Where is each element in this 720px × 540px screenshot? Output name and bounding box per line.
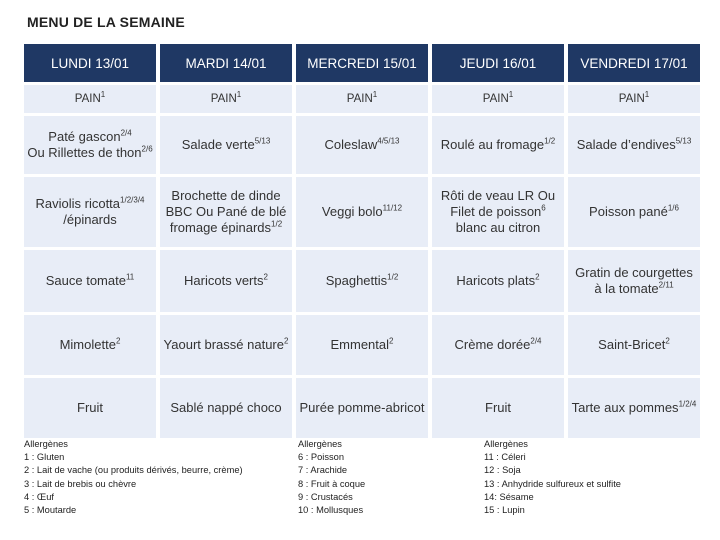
allergen-item: 5 : Moutarde bbox=[24, 505, 77, 516]
menu-cell: Rôti de veau LR Ou Filet de poisson$^6$ blanc au citron bbox=[432, 177, 564, 247]
allergen-item: 10 : Mollusques bbox=[298, 505, 364, 516]
allergen-item: 8 : Fruit à coque bbox=[298, 478, 366, 489]
menu-cell: PAIN$^1$ bbox=[296, 85, 428, 113]
menu-row-starter bbox=[24, 116, 700, 174]
menu-cell: Fruit bbox=[432, 378, 564, 438]
day-header-tuesday: MARDI 14/01 bbox=[160, 44, 292, 82]
day-header-row bbox=[24, 44, 700, 82]
allergen-item: 3 : Lait de brebis ou chèvre bbox=[24, 478, 137, 489]
menu-row-dessert bbox=[24, 378, 700, 438]
allergen-item: 2 : Lait de vache (ou produits dérivés, beurre, crème) bbox=[24, 465, 243, 476]
menu-cell: Purée pomme-abricot bbox=[296, 378, 428, 438]
menu-cell: PAIN$^1$ bbox=[24, 85, 156, 113]
menu-cell: PAIN$^1$ bbox=[568, 85, 700, 113]
allergen-item: 6 : Poisson bbox=[298, 452, 344, 463]
menu-cell: Coleslaw$^{4/5/13}$ bbox=[296, 116, 428, 174]
allergen-legend-heading: Allergènes bbox=[484, 439, 528, 449]
day-header-monday: LUNDI 13/01 bbox=[24, 44, 156, 82]
menu-cell: Brochette de dinde BBC Ou Pané de blé fromage épinards$^{1/2}$ bbox=[160, 177, 292, 247]
menu-cell: Sablé nappé choco bbox=[160, 378, 292, 438]
menu-cell: Paté gascon$^{2/4}$ Ou Rillettes de thon$^{2/6}$ bbox=[24, 116, 156, 174]
allergen-item: 12 : Soja bbox=[484, 465, 521, 476]
allergen-item: 13 : Anhydride sulfureux et sulfite bbox=[484, 478, 621, 489]
menu-cell: Crème dorée$^{2/4}$ bbox=[432, 315, 564, 375]
allergen-legend-1 bbox=[24, 438, 243, 517]
weekly-menu-table bbox=[20, 41, 704, 441]
menu-cell: Fruit bbox=[24, 378, 156, 438]
allergen-legend-3 bbox=[484, 438, 621, 517]
allergen-item: 14: Sésame bbox=[484, 491, 534, 502]
allergen-item: 7 : Arachide bbox=[298, 465, 348, 476]
page-title: MENU DE LA SEMAINE bbox=[27, 14, 185, 30]
allergen-legend-heading: Allergènes bbox=[24, 439, 68, 449]
menu-row-main bbox=[24, 177, 700, 247]
allergen-item: 1 : Gluten bbox=[24, 452, 65, 463]
day-header-wednesday: MERCREDI 15/01 bbox=[296, 44, 428, 82]
allergen-legend-heading: Allergènes bbox=[298, 439, 342, 449]
day-header-friday: VENDREDI 17/01 bbox=[568, 44, 700, 82]
menu-cell: Gratin de courgettes à la tomate$^{2/11}$ bbox=[568, 250, 700, 312]
menu-row-bread bbox=[24, 85, 700, 113]
menu-cell: PAIN$^1$ bbox=[160, 85, 292, 113]
allergen-item: 15 : Lupin bbox=[484, 505, 525, 516]
menu-cell: Roulé au fromage$^{1/2}$ bbox=[432, 116, 564, 174]
menu-cell: Salade verte$^{5/13}$ bbox=[160, 116, 292, 174]
menu-row-side bbox=[24, 250, 700, 312]
menu-cell: PAIN$^1$ bbox=[432, 85, 564, 113]
allergen-item: 9 : Crustacés bbox=[298, 491, 353, 502]
allergen-item: 11 : Céleri bbox=[484, 452, 526, 463]
menu-cell: Poisson pané$^{1/6}$ bbox=[568, 177, 700, 247]
menu-cell: Salade d’endives$^{5/13}$ bbox=[568, 116, 700, 174]
menu-row-dairy bbox=[24, 315, 700, 375]
menu-cell: Spaghettis$^{1/2}$ bbox=[296, 250, 428, 312]
menu-cell: Haricots plats$^2$ bbox=[432, 250, 564, 312]
menu-cell: Sauce tomate$^{11}$ bbox=[24, 250, 156, 312]
menu-cell: Tarte aux pommes$^{1/2/4}$ bbox=[568, 378, 700, 438]
allergen-legend-2 bbox=[298, 438, 365, 517]
menu-cell: Haricots verts$^2$ bbox=[160, 250, 292, 312]
menu-cell: Veggi bolo$^{11/12}$ bbox=[296, 177, 428, 247]
menu-cell: Mimolette$^2$ bbox=[24, 315, 156, 375]
menu-cell: Saint-Bricet$^2$ bbox=[568, 315, 700, 375]
day-header-thursday: JEUDI 16/01 bbox=[432, 44, 564, 82]
allergen-item: 4 : Œuf bbox=[24, 491, 54, 502]
menu-cell: Raviolis ricotta$^{1/2/3/4}$ /épinards bbox=[24, 177, 156, 247]
menu-cell: Emmental$^2$ bbox=[296, 315, 428, 375]
menu-cell: Yaourt brassé nature$^2$ bbox=[160, 315, 292, 375]
